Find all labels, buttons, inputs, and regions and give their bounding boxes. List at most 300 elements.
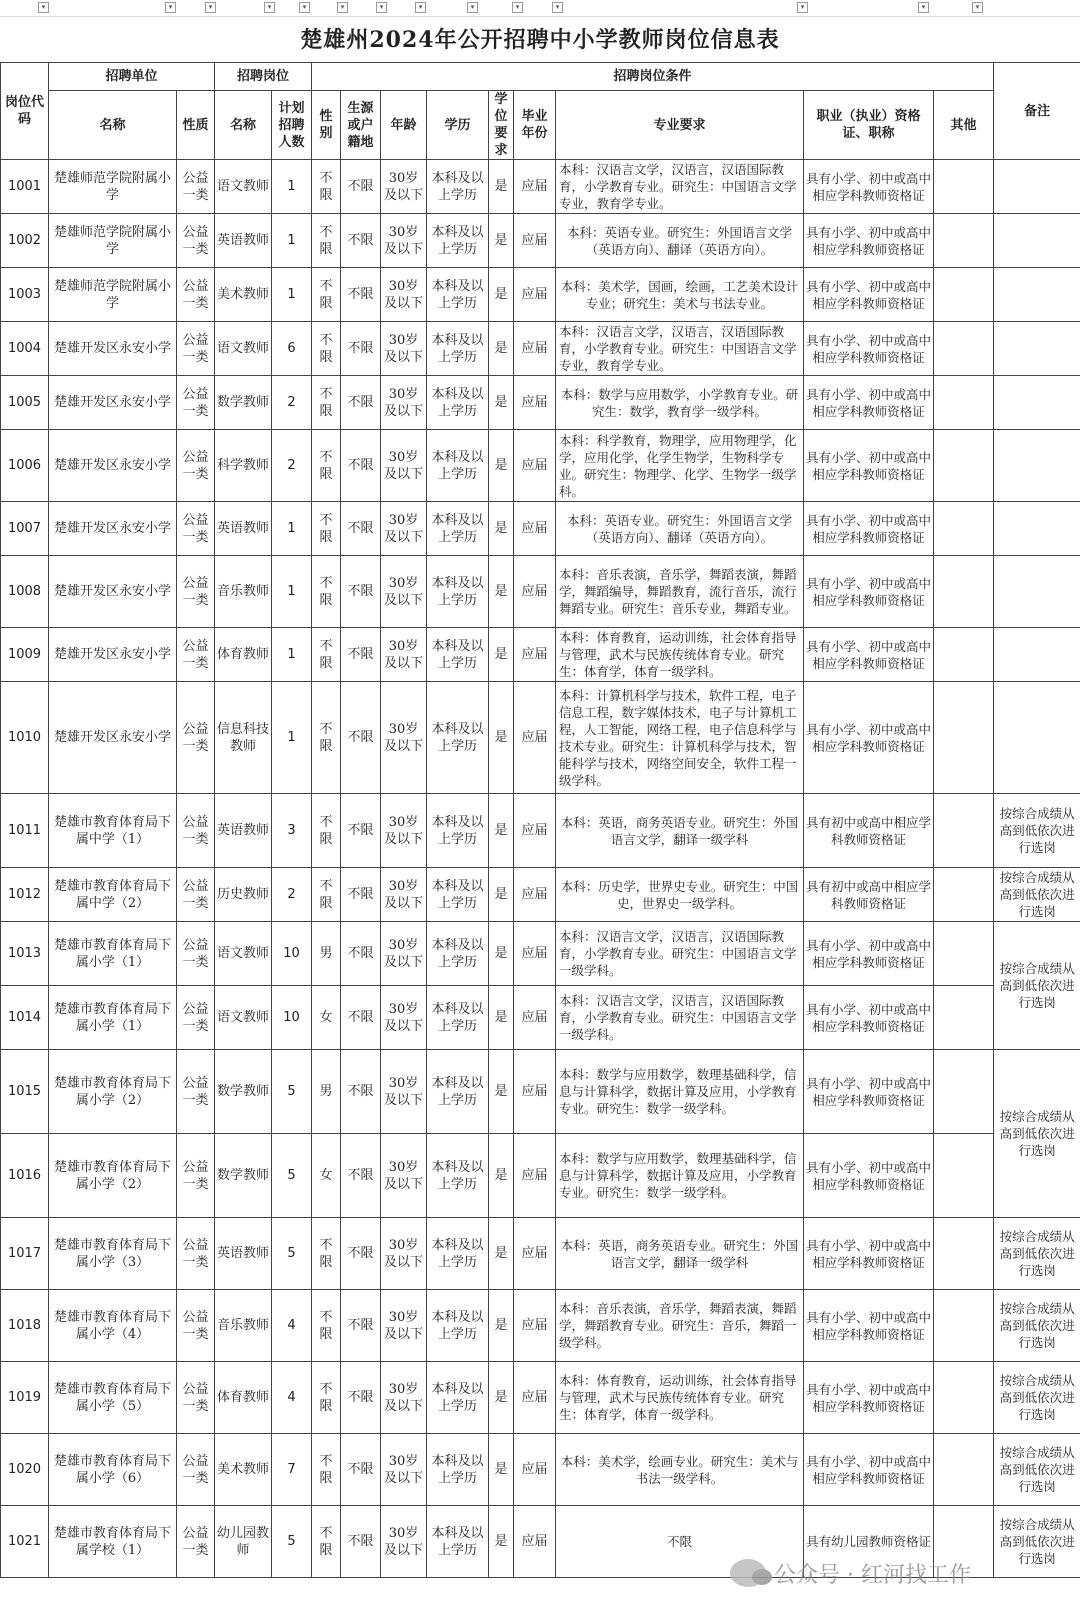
row-education: 本科及以上学历 xyxy=(427,268,489,322)
filter-dropdown-icon[interactable]: ▾ xyxy=(415,2,426,13)
row-unit-name: 楚雄开发区永安小学 xyxy=(49,682,177,794)
row-post-count: 3 xyxy=(272,794,312,868)
row-age: 30岁及以下 xyxy=(381,628,427,682)
row-degree: 是 xyxy=(489,322,514,376)
table-row xyxy=(1,160,1080,214)
row-qualification: 具有小学、初中或高中相应学科教师资格证 xyxy=(804,502,934,556)
header-unit-group: 招聘单位 xyxy=(49,63,215,91)
row-code: 1011 xyxy=(1,794,49,868)
row-gender: 不限 xyxy=(312,868,341,922)
row-origin: 不限 xyxy=(341,160,381,214)
row-origin: 不限 xyxy=(341,268,381,322)
row-post-count: 5 xyxy=(272,1506,312,1578)
row-major: 本科：英语专业。研究生：外国语言文学（英语方向）、翻译（英语方向）。 xyxy=(556,502,804,556)
row-unit-name: 楚雄开发区永安小学 xyxy=(49,322,177,376)
row-remark xyxy=(994,682,1080,794)
header-code: 岗位代码 xyxy=(1,63,49,160)
row-other xyxy=(934,556,994,628)
row-code: 1018 xyxy=(1,1290,49,1362)
row-degree: 是 xyxy=(489,1134,514,1218)
row-education: 本科及以上学历 xyxy=(427,986,489,1050)
row-unit-nature: 公益一类 xyxy=(177,794,215,868)
row-grad-year: 应届 xyxy=(514,1134,556,1218)
row-post-count: 1 xyxy=(272,268,312,322)
row-code: 1013 xyxy=(1,922,49,986)
row-major: 本科：英语，商务英语专业。研究生：外国语言文学，翻译一级学科 xyxy=(556,794,804,868)
row-qualification: 具有小学、初中或高中相应学科教师资格证 xyxy=(804,160,934,214)
row-post-count: 1 xyxy=(272,628,312,682)
row-degree: 是 xyxy=(489,268,514,322)
row-origin: 不限 xyxy=(341,556,381,628)
row-code: 1008 xyxy=(1,556,49,628)
row-gender: 不限 xyxy=(312,1434,341,1506)
row-major: 本科：音乐表演，音乐学，舞蹈表演，舞蹈学，舞蹈编导，舞蹈教育，流行音乐，流行舞蹈专业。研究生：音乐专业，舞蹈专业。 xyxy=(556,556,804,628)
row-degree: 是 xyxy=(489,160,514,214)
row-post-name: 体育教师 xyxy=(215,1362,272,1434)
row-unit-nature: 公益一类 xyxy=(177,376,215,430)
header-origin: 生源或户籍地 xyxy=(341,91,381,160)
filter-dropdown-icon[interactable]: ▾ xyxy=(467,2,478,13)
row-major: 本科：汉语言文学，汉语言，汉语国际教育，小学教育专业。研究生：中国语言文学专业，教育学专业。 xyxy=(556,160,804,214)
job-table xyxy=(0,62,1080,1578)
row-other xyxy=(934,160,994,214)
row-age: 30岁及以下 xyxy=(381,1506,427,1578)
row-unit-nature: 公益一类 xyxy=(177,268,215,322)
row-other xyxy=(934,268,994,322)
row-qualification: 具有小学、初中或高中相应学科教师资格证 xyxy=(804,556,934,628)
row-code: 1005 xyxy=(1,376,49,430)
row-grad-year: 应届 xyxy=(514,1434,556,1506)
row-qualification: 具有小学、初中或高中相应学科教师资格证 xyxy=(804,1134,934,1218)
row-education: 本科及以上学历 xyxy=(427,1134,489,1218)
row-unit-name: 楚雄师范学院附属小学 xyxy=(49,268,177,322)
row-remark: 按综合成绩从高到低依次进行选岗 xyxy=(994,1362,1080,1434)
row-code: 1019 xyxy=(1,1362,49,1434)
row-grad-year: 应届 xyxy=(514,794,556,868)
row-major: 本科：数学与应用数学，数理基础科学，信息与计算科学，数据计算及应用，小学教育专业。研究生：数学一级学科。 xyxy=(556,1050,804,1134)
row-other xyxy=(934,922,994,986)
filter-dropdown-icon[interactable]: ▾ xyxy=(512,2,523,13)
row-code: 1004 xyxy=(1,322,49,376)
row-education: 本科及以上学历 xyxy=(427,682,489,794)
table-row xyxy=(1,214,1080,268)
row-origin: 不限 xyxy=(341,1506,381,1578)
row-unit-name: 楚雄市教育体育局下属小学（5） xyxy=(49,1362,177,1434)
row-other xyxy=(934,1362,994,1434)
row-education: 本科及以上学历 xyxy=(427,214,489,268)
row-unit-name: 楚雄市教育体育局下属小学（2） xyxy=(49,1134,177,1218)
row-age: 30岁及以下 xyxy=(381,1218,427,1290)
row-post-name: 美术教师 xyxy=(215,1434,272,1506)
row-post-count: 1 xyxy=(272,556,312,628)
row-unit-nature: 公益一类 xyxy=(177,1506,215,1578)
row-origin: 不限 xyxy=(341,1050,381,1134)
row-qualification: 具有小学、初中或高中相应学科教师资格证 xyxy=(804,430,934,502)
row-education: 本科及以上学历 xyxy=(427,922,489,986)
header-condition-group: 招聘岗位条件 xyxy=(312,63,994,91)
row-grad-year: 应届 xyxy=(514,1362,556,1434)
row-degree: 是 xyxy=(489,1050,514,1134)
row-degree: 是 xyxy=(489,214,514,268)
row-remark xyxy=(994,502,1080,556)
row-major: 本科：汉语言文学，汉语言，汉语国际教育，小学教育专业。研究生：中国语言文学专业，教育学专业。 xyxy=(556,322,804,376)
row-unit-nature: 公益一类 xyxy=(177,986,215,1050)
row-qualification: 具有初中或高中相应学科教师资格证 xyxy=(804,794,934,868)
row-post-name: 英语教师 xyxy=(215,1218,272,1290)
row-other xyxy=(934,1434,994,1506)
row-unit-nature: 公益一类 xyxy=(177,556,215,628)
row-origin: 不限 xyxy=(341,1434,381,1506)
row-other xyxy=(934,322,994,376)
row-post-name: 语文教师 xyxy=(215,922,272,986)
row-age: 30岁及以下 xyxy=(381,160,427,214)
row-major: 本科：英语，商务英语专业。研究生：外国语言文学，翻译一级学科 xyxy=(556,1218,804,1290)
row-age: 30岁及以下 xyxy=(381,430,427,502)
row-unit-nature: 公益一类 xyxy=(177,430,215,502)
table-row xyxy=(1,986,1080,1050)
row-post-count: 5 xyxy=(272,1218,312,1290)
row-qualification: 具有小学、初中或高中相应学科教师资格证 xyxy=(804,1218,934,1290)
table-row xyxy=(1,1134,1080,1218)
row-education: 本科及以上学历 xyxy=(427,1290,489,1362)
row-other xyxy=(934,1506,994,1578)
row-unit-name: 楚雄开发区永安小学 xyxy=(49,376,177,430)
row-gender: 女 xyxy=(312,986,341,1050)
row-education: 本科及以上学历 xyxy=(427,794,489,868)
row-unit-name: 楚雄开发区永安小学 xyxy=(49,628,177,682)
row-origin: 不限 xyxy=(341,1218,381,1290)
row-post-count: 10 xyxy=(272,986,312,1050)
row-unit-name: 楚雄市教育体育局下属小学（1） xyxy=(49,986,177,1050)
table-row xyxy=(1,430,1080,502)
row-education: 本科及以上学历 xyxy=(427,1050,489,1134)
row-degree: 是 xyxy=(489,1506,514,1578)
table-row xyxy=(1,502,1080,556)
row-gender: 不限 xyxy=(312,430,341,502)
row-gender: 不限 xyxy=(312,322,341,376)
table-row xyxy=(1,268,1080,322)
table-row xyxy=(1,376,1080,430)
row-education: 本科及以上学历 xyxy=(427,1434,489,1506)
row-education: 本科及以上学历 xyxy=(427,868,489,922)
row-age: 30岁及以下 xyxy=(381,376,427,430)
row-age: 30岁及以下 xyxy=(381,794,427,868)
row-post-name: 语文教师 xyxy=(215,322,272,376)
row-other xyxy=(934,1134,994,1218)
header-grad-year: 毕业年份 xyxy=(514,91,556,160)
header-post-count: 计划招聘人数 xyxy=(272,91,312,160)
row-qualification: 具有初中或高中相应学科教师资格证 xyxy=(804,868,934,922)
row-other xyxy=(934,794,994,868)
filter-dropdown-icon[interactable]: ▾ xyxy=(337,2,348,13)
row-degree: 是 xyxy=(489,376,514,430)
row-remark: 按综合成绩从高到低依次进行选岗 xyxy=(994,1218,1080,1290)
row-unit-name: 楚雄市教育体育局下属中学（1） xyxy=(49,794,177,868)
row-post-count: 2 xyxy=(272,430,312,502)
row-unit-name: 楚雄市教育体育局下属学校（1） xyxy=(49,1506,177,1578)
row-gender: 不限 xyxy=(312,1290,341,1362)
header-qualification: 职业（执业）资格证、职称 xyxy=(804,91,934,160)
row-post-name: 语文教师 xyxy=(215,986,272,1050)
row-unit-nature: 公益一类 xyxy=(177,1434,215,1506)
row-unit-name: 楚雄市教育体育局下属小学（2） xyxy=(49,1050,177,1134)
row-education: 本科及以上学历 xyxy=(427,1506,489,1578)
row-age: 30岁及以下 xyxy=(381,1050,427,1134)
row-post-name: 体育教师 xyxy=(215,628,272,682)
row-unit-nature: 公益一类 xyxy=(177,628,215,682)
row-age: 30岁及以下 xyxy=(381,556,427,628)
row-remark xyxy=(994,556,1080,628)
watermark-text: 公众号 · 红河找工作 xyxy=(774,1562,971,1588)
filter-dropdown-icon[interactable]: ▾ xyxy=(205,2,216,13)
row-grad-year: 应届 xyxy=(514,214,556,268)
row-qualification: 具有小学、初中或高中相应学科教师资格证 xyxy=(804,376,934,430)
row-origin: 不限 xyxy=(341,502,381,556)
row-grad-year: 应届 xyxy=(514,502,556,556)
row-major: 本科：计算机科学与技术，软件工程，电子信息工程，数字媒体技术，电子与计算机工程，人工智能，网络工程，电子信息科学与技术专业。研究生：计算机科学与技术，智能科学与技术，网络空间安全，软件工程一级学科。 xyxy=(556,682,804,794)
row-unit-nature: 公益一类 xyxy=(177,1362,215,1434)
row-post-count: 7 xyxy=(272,1434,312,1506)
row-gender: 不限 xyxy=(312,1506,341,1578)
row-unit-nature: 公益一类 xyxy=(177,1134,215,1218)
table-row xyxy=(1,322,1080,376)
row-origin: 不限 xyxy=(341,430,381,502)
row-degree: 是 xyxy=(489,794,514,868)
row-other xyxy=(934,628,994,682)
row-origin: 不限 xyxy=(341,868,381,922)
row-code: 1002 xyxy=(1,214,49,268)
filter-dropdown-icon[interactable]: ▾ xyxy=(299,2,310,13)
row-qualification: 具有小学、初中或高中相应学科教师资格证 xyxy=(804,1290,934,1362)
row-unit-name: 楚雄师范学院附属小学 xyxy=(49,214,177,268)
row-post-count: 5 xyxy=(272,1050,312,1134)
row-post-name: 历史教师 xyxy=(215,868,272,922)
row-unit-nature: 公益一类 xyxy=(177,322,215,376)
table-row xyxy=(1,1218,1080,1290)
table-body xyxy=(1,160,1080,1578)
row-grad-year: 应届 xyxy=(514,322,556,376)
row-unit-nature: 公益一类 xyxy=(177,868,215,922)
row-age: 30岁及以下 xyxy=(381,502,427,556)
row-qualification: 具有幼儿园教师资格证 xyxy=(804,1506,934,1578)
row-education: 本科及以上学历 xyxy=(427,376,489,430)
row-education: 本科及以上学历 xyxy=(427,1362,489,1434)
row-other xyxy=(934,214,994,268)
row-major: 本科：数学与应用数学，小学教育专业。研究生：数学，教育学一级学科。 xyxy=(556,376,804,430)
row-unit-name: 楚雄开发区永安小学 xyxy=(49,502,177,556)
row-grad-year: 应届 xyxy=(514,556,556,628)
row-code: 1012 xyxy=(1,868,49,922)
table-row xyxy=(1,794,1080,868)
row-gender: 不限 xyxy=(312,214,341,268)
row-age: 30岁及以下 xyxy=(381,322,427,376)
row-unit-name: 楚雄开发区永安小学 xyxy=(49,430,177,502)
row-major: 本科：数学与应用数学，数理基础科学，信息与计算科学，数据计算及应用，小学教育专业。研究生：数学一级学科。 xyxy=(556,1134,804,1218)
row-other xyxy=(934,1290,994,1362)
row-remark xyxy=(994,322,1080,376)
row-remark: 按综合成绩从高到低依次进行选岗 xyxy=(994,922,1080,1050)
row-qualification: 具有小学、初中或高中相应学科教师资格证 xyxy=(804,322,934,376)
row-degree: 是 xyxy=(489,556,514,628)
row-grad-year: 应届 xyxy=(514,268,556,322)
row-origin: 不限 xyxy=(341,682,381,794)
header-other: 其他 xyxy=(934,91,994,160)
filter-dropdown-icon[interactable]: ▾ xyxy=(972,2,983,13)
row-gender: 男 xyxy=(312,922,341,986)
row-remark: 按综合成绩从高到低依次进行选岗 xyxy=(994,1290,1080,1362)
row-code: 1007 xyxy=(1,502,49,556)
row-post-name: 数学教师 xyxy=(215,1134,272,1218)
row-age: 30岁及以下 xyxy=(381,1362,427,1434)
row-gender: 不限 xyxy=(312,376,341,430)
row-degree: 是 xyxy=(489,922,514,986)
row-qualification: 具有小学、初中或高中相应学科教师资格证 xyxy=(804,628,934,682)
row-post-name: 信息科技教师 xyxy=(215,682,272,794)
table-row xyxy=(1,1362,1080,1434)
row-code: 1017 xyxy=(1,1218,49,1290)
row-origin: 不限 xyxy=(341,1290,381,1362)
row-degree: 是 xyxy=(489,868,514,922)
row-gender: 不限 xyxy=(312,502,341,556)
row-qualification: 具有小学、初中或高中相应学科教师资格证 xyxy=(804,682,934,794)
row-origin: 不限 xyxy=(341,1362,381,1434)
table-row xyxy=(1,1434,1080,1506)
row-post-count: 1 xyxy=(272,214,312,268)
filter-bar xyxy=(0,0,1080,17)
row-major: 本科：科学教育，物理学，应用物理学，化学，应用化学，化学生物学，生物科学专业。研究生：物理学、化学、生物学一级学科。 xyxy=(556,430,804,502)
row-age: 30岁及以下 xyxy=(381,214,427,268)
row-unit-name: 楚雄开发区永安小学 xyxy=(49,556,177,628)
row-post-name: 美术教师 xyxy=(215,268,272,322)
row-gender: 不限 xyxy=(312,268,341,322)
row-major: 本科：汉语言文学，汉语言，汉语国际教育，小学教育专业。研究生：中国语言文学一级学科。 xyxy=(556,922,804,986)
row-age: 30岁及以下 xyxy=(381,682,427,794)
row-grad-year: 应届 xyxy=(514,1506,556,1578)
row-age: 30岁及以下 xyxy=(381,1134,427,1218)
row-qualification: 具有小学、初中或高中相应学科教师资格证 xyxy=(804,268,934,322)
row-qualification: 具有小学、初中或高中相应学科教师资格证 xyxy=(804,1050,934,1134)
table-row xyxy=(1,868,1080,922)
row-education: 本科及以上学历 xyxy=(427,322,489,376)
row-unit-nature: 公益一类 xyxy=(177,1290,215,1362)
row-code: 1021 xyxy=(1,1506,49,1578)
row-post-name: 科学教师 xyxy=(215,430,272,502)
filter-dropdown-icon[interactable]: ▾ xyxy=(264,2,275,13)
table-row xyxy=(1,1506,1080,1578)
row-grad-year: 应届 xyxy=(514,986,556,1050)
row-origin: 不限 xyxy=(341,794,381,868)
row-education: 本科及以上学历 xyxy=(427,628,489,682)
row-gender: 不限 xyxy=(312,1218,341,1290)
filter-dropdown-icon[interactable]: ▾ xyxy=(552,2,563,13)
filter-dropdown-icon[interactable]: ▾ xyxy=(376,2,387,13)
filter-dropdown-icon[interactable]: ▾ xyxy=(165,2,176,13)
row-origin: 不限 xyxy=(341,628,381,682)
header-major: 专业要求 xyxy=(556,91,804,160)
row-grad-year: 应届 xyxy=(514,160,556,214)
row-degree: 是 xyxy=(489,1362,514,1434)
row-origin: 不限 xyxy=(341,986,381,1050)
row-qualification: 具有小学、初中或高中相应学科教师资格证 xyxy=(804,214,934,268)
row-major: 本科：英语专业。研究生：外国语言文学（英语方向）、翻译（英语方向）。 xyxy=(556,214,804,268)
row-unit-nature: 公益一类 xyxy=(177,160,215,214)
row-gender: 不限 xyxy=(312,628,341,682)
row-qualification: 具有小学、初中或高中相应学科教师资格证 xyxy=(804,922,934,986)
row-gender: 不限 xyxy=(312,160,341,214)
row-major: 本科：汉语言文学，汉语言，汉语国际教育，小学教育专业。研究生：中国语言文学一级学科。 xyxy=(556,986,804,1050)
row-unit-name: 楚雄市教育体育局下属小学（6） xyxy=(49,1434,177,1506)
table-row xyxy=(1,556,1080,628)
header-degree: 学位要求 xyxy=(489,91,514,160)
row-age: 30岁及以下 xyxy=(381,1434,427,1506)
row-post-count: 2 xyxy=(272,376,312,430)
row-code: 1001 xyxy=(1,160,49,214)
row-code: 1010 xyxy=(1,682,49,794)
header-age: 年龄 xyxy=(381,91,427,160)
row-major: 本科：音乐表演，音乐学，舞蹈表演，舞蹈学，舞蹈教育专业。研究生：音乐，舞蹈一级学科。 xyxy=(556,1290,804,1362)
row-age: 30岁及以下 xyxy=(381,1290,427,1362)
row-major: 本科：美术学，绘画专业。研究生：美术与书法一级学科。 xyxy=(556,1434,804,1506)
row-degree: 是 xyxy=(489,1290,514,1362)
row-post-count: 5 xyxy=(272,1134,312,1218)
row-origin: 不限 xyxy=(341,376,381,430)
row-education: 本科及以上学历 xyxy=(427,1218,489,1290)
row-code: 1009 xyxy=(1,628,49,682)
row-age: 30岁及以下 xyxy=(381,986,427,1050)
header-remark: 备注 xyxy=(994,63,1080,160)
filter-dropdown-icon[interactable]: ▾ xyxy=(797,2,808,13)
row-code: 1015 xyxy=(1,1050,49,1134)
table-row xyxy=(1,682,1080,794)
row-remark xyxy=(994,628,1080,682)
row-post-name: 音乐教师 xyxy=(215,1290,272,1362)
row-qualification: 具有小学、初中或高中相应学科教师资格证 xyxy=(804,986,934,1050)
row-age: 30岁及以下 xyxy=(381,268,427,322)
row-remark: 按综合成绩从高到低依次进行选岗 xyxy=(994,1050,1080,1218)
page-title: 楚雄州2024年公开招聘中小学教师岗位信息表 xyxy=(0,18,1080,63)
row-education: 本科及以上学历 xyxy=(427,556,489,628)
row-unit-name: 楚雄市教育体育局下属中学（2） xyxy=(49,868,177,922)
filter-dropdown-icon[interactable]: ▾ xyxy=(38,2,49,13)
row-remark: 按综合成绩从高到低依次进行选岗 xyxy=(994,868,1080,922)
row-remark xyxy=(994,160,1080,214)
row-degree: 是 xyxy=(489,430,514,502)
row-gender: 不限 xyxy=(312,1362,341,1434)
row-post-name: 英语教师 xyxy=(215,794,272,868)
row-post-count: 2 xyxy=(272,868,312,922)
row-origin: 不限 xyxy=(341,1134,381,1218)
row-gender: 不限 xyxy=(312,556,341,628)
row-major: 本科：历史学，世界史专业。研究生：中国史，世界史一级学科。 xyxy=(556,868,804,922)
row-grad-year: 应届 xyxy=(514,1218,556,1290)
row-unit-nature: 公益一类 xyxy=(177,214,215,268)
row-post-count: 1 xyxy=(272,160,312,214)
row-other xyxy=(934,376,994,430)
row-remark xyxy=(994,430,1080,502)
row-code: 1006 xyxy=(1,430,49,502)
row-age: 30岁及以下 xyxy=(381,868,427,922)
row-code: 1016 xyxy=(1,1134,49,1218)
row-other xyxy=(934,986,994,1050)
row-code: 1020 xyxy=(1,1434,49,1506)
row-post-count: 10 xyxy=(272,922,312,986)
row-grad-year: 应届 xyxy=(514,430,556,502)
row-post-count: 4 xyxy=(272,1290,312,1362)
filter-dropdown-icon[interactable]: ▾ xyxy=(918,2,929,13)
row-gender: 女 xyxy=(312,1134,341,1218)
row-post-count: 1 xyxy=(272,502,312,556)
row-post-name: 英语教师 xyxy=(215,214,272,268)
